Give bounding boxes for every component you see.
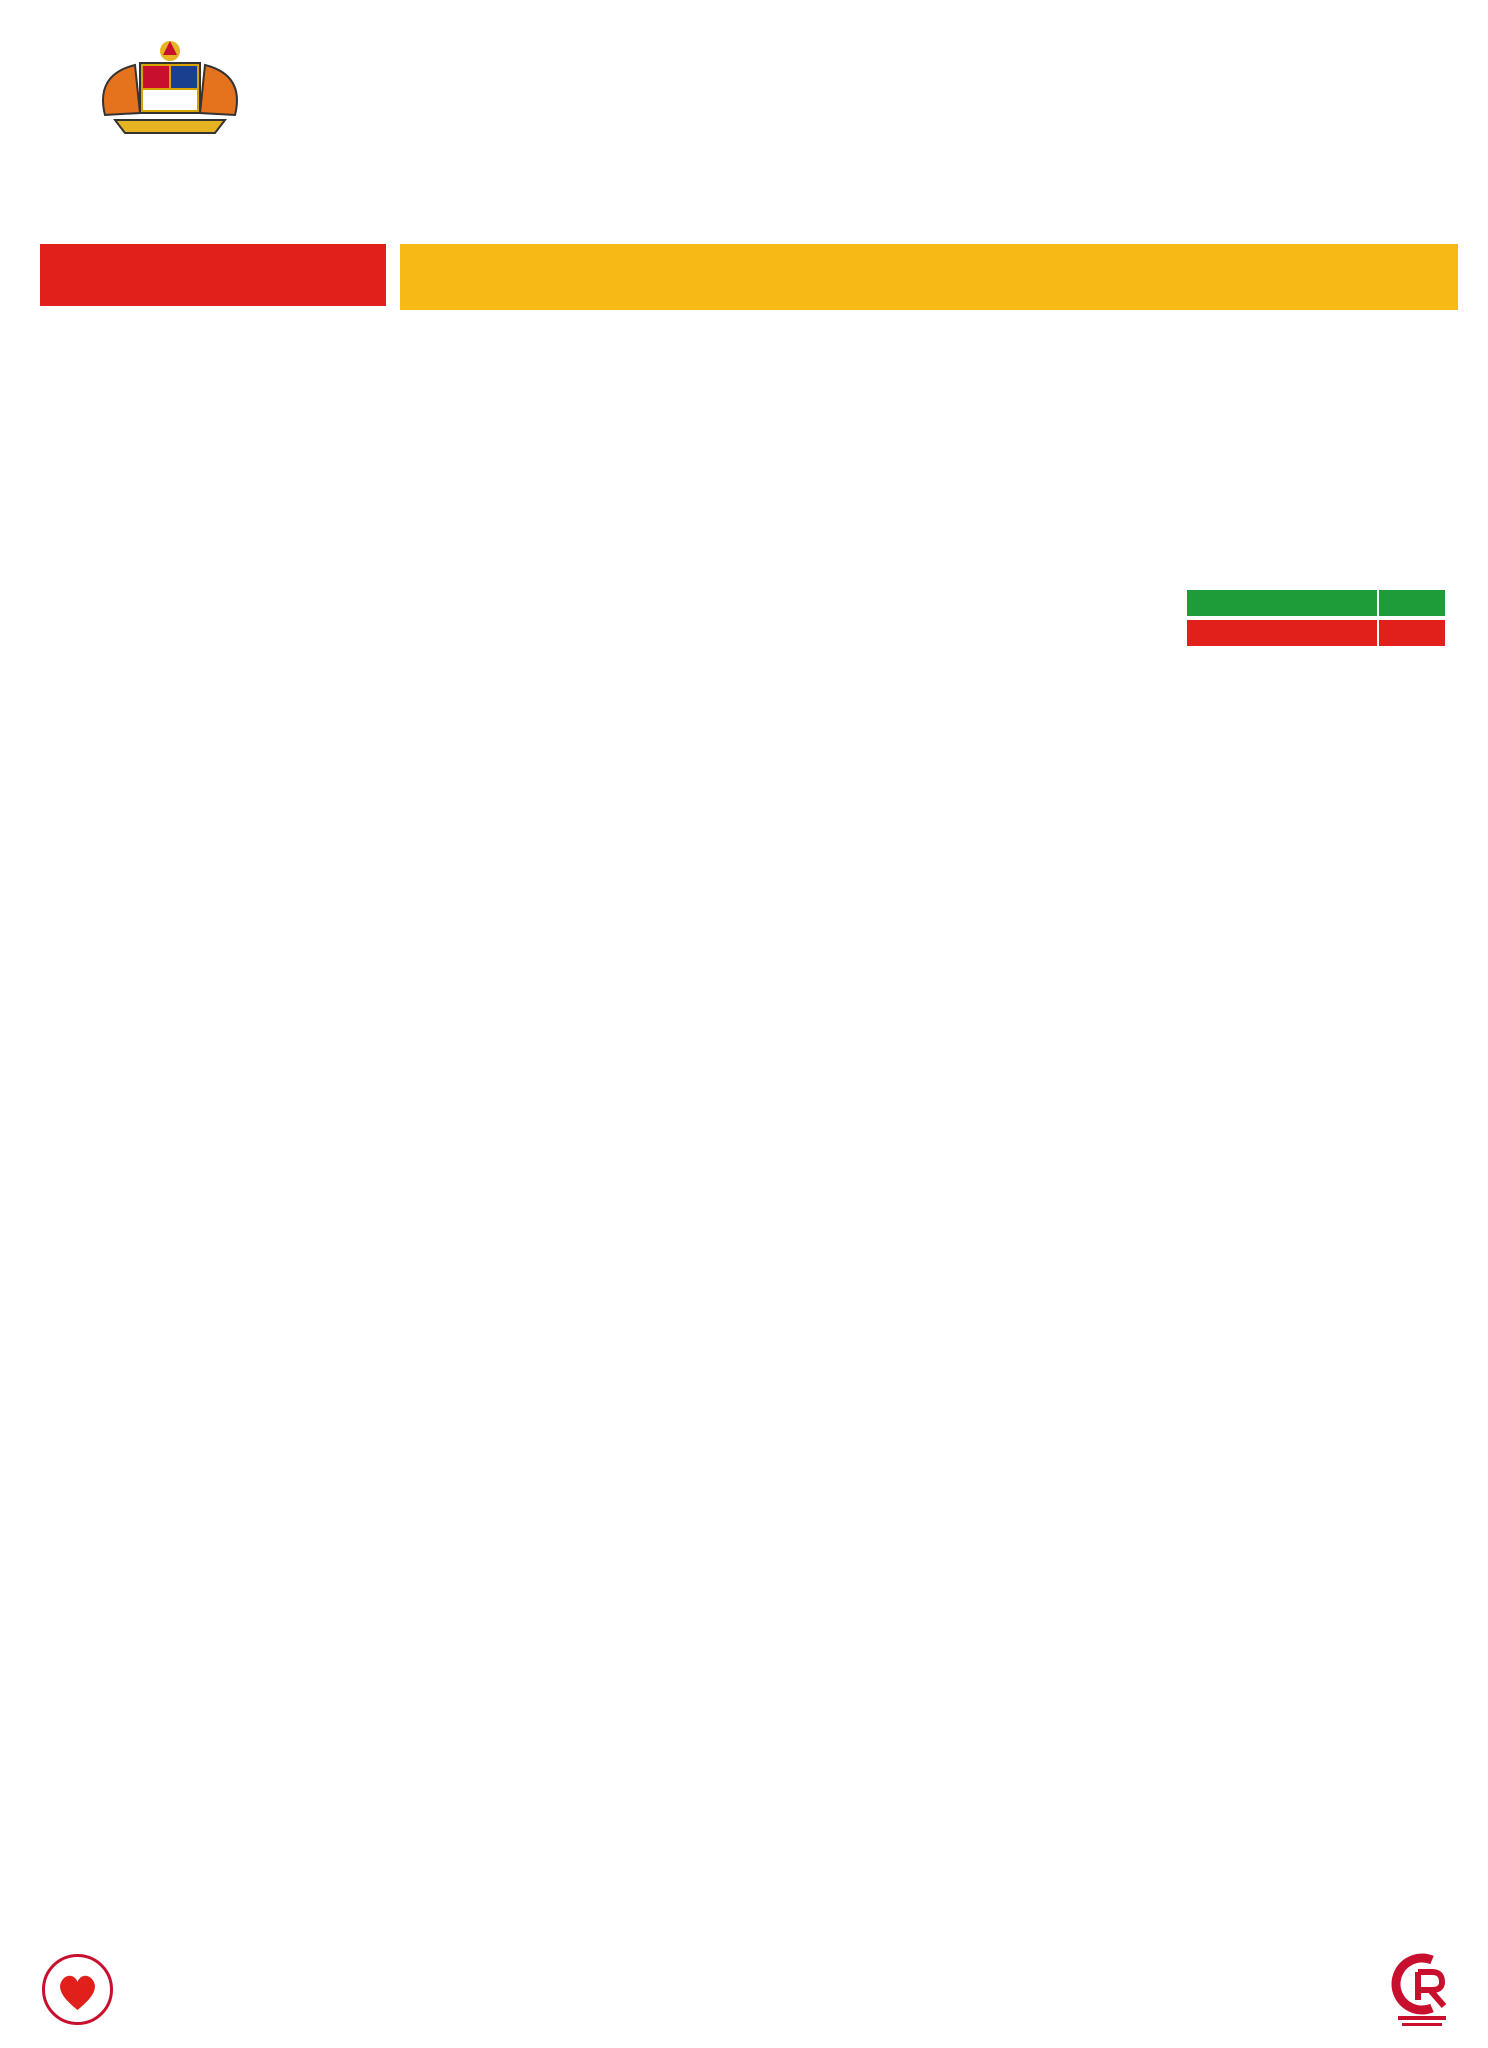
death-rate-value <box>1379 620 1445 646</box>
imported-dot-icon <box>62 405 82 425</box>
health-heart-logo <box>40 1952 115 2027</box>
new-cases-box <box>40 244 386 306</box>
death-rate-label <box>1187 620 1377 646</box>
recovery-rate-value <box>1379 590 1445 616</box>
recovery-rate <box>1187 590 1445 616</box>
death-rate <box>1187 620 1445 646</box>
summary-header <box>400 244 1458 310</box>
cprc-logo <box>1388 1950 1456 2030</box>
recovery-rate-label <box>1187 590 1377 616</box>
state-crest-logo <box>85 35 255 145</box>
campaign-ring-icon <box>1205 60 1315 170</box>
local-dot-icon <box>62 334 82 354</box>
prison-dot-icon <box>62 480 82 500</box>
